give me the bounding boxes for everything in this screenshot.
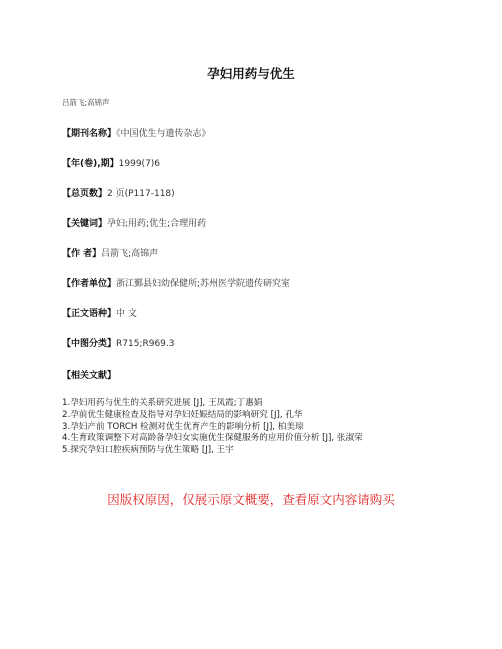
field-language: [62, 306, 137, 319]
document-title: 孕妇用药与优生: [207, 66, 295, 81]
reference-item[interactable]: 2.孕前优生健康检查及指导对孕妇妊娠结局的影响研究 [J], 孔华: [62, 409, 303, 420]
copyright-notice: 因版权原因，仅展示原文概要，查看原文内容请购买: [107, 492, 395, 507]
field-value: 中 文: [116, 309, 137, 319]
field-label: 【总页数】: [62, 189, 108, 199]
field-label: 【中图分类】: [62, 339, 117, 349]
reference-item[interactable]: 4.生育政策调整下对高龄备孕妇女实施优生保健服务的应用价值分析 [J], 张淑荣: [62, 433, 363, 444]
field-value: 吕箭飞;高锦声: [101, 249, 159, 259]
field-label: 【正文语种】: [62, 309, 117, 319]
field-value: 1999(7)6: [118, 159, 161, 169]
field-label: 【作 者】: [62, 249, 102, 259]
field-keywords: [62, 216, 206, 229]
field-page-count: [62, 186, 175, 199]
field-value: 《中国优生与遗传杂志》: [116, 129, 211, 139]
field-journal: [62, 126, 211, 139]
field-classification: [62, 336, 175, 349]
field-affiliation: [62, 276, 290, 289]
field-value: 浙江鄞县妇幼保健所;苏州医学院遗传研究室: [116, 279, 291, 289]
field-label: 【期刊名称】: [62, 129, 117, 139]
field-value: R715;R969.3: [116, 339, 175, 349]
field-authors: [62, 246, 158, 259]
reference-item[interactable]: 5.探究孕妇口腔疾病预防与优生策略 [J], 王宇: [62, 445, 234, 456]
field-label: 【关键词】: [62, 219, 108, 229]
reference-item[interactable]: 3.孕妇产前 TORCH 检测对优生优育产生的影响分析 [J], 柏美琼: [62, 421, 304, 432]
field-label: 【年(卷),期】: [62, 159, 119, 169]
field-value: 孕妇;用药;优生;合理用药: [107, 219, 207, 229]
related-literature-heading: 【相关文献】: [62, 371, 117, 381]
field-label: 【作者单位】: [62, 279, 117, 289]
field-value: 2 页(P117-118): [107, 189, 175, 199]
field-volume-issue: [62, 156, 160, 169]
author-line: 吕箭飞;高锦声: [62, 98, 110, 107]
reference-item[interactable]: 1.孕妇用药与优生的关系研究进展 [J], 王凤霞;丁惠娟: [62, 398, 263, 408]
reference-list: [62, 398, 502, 457]
